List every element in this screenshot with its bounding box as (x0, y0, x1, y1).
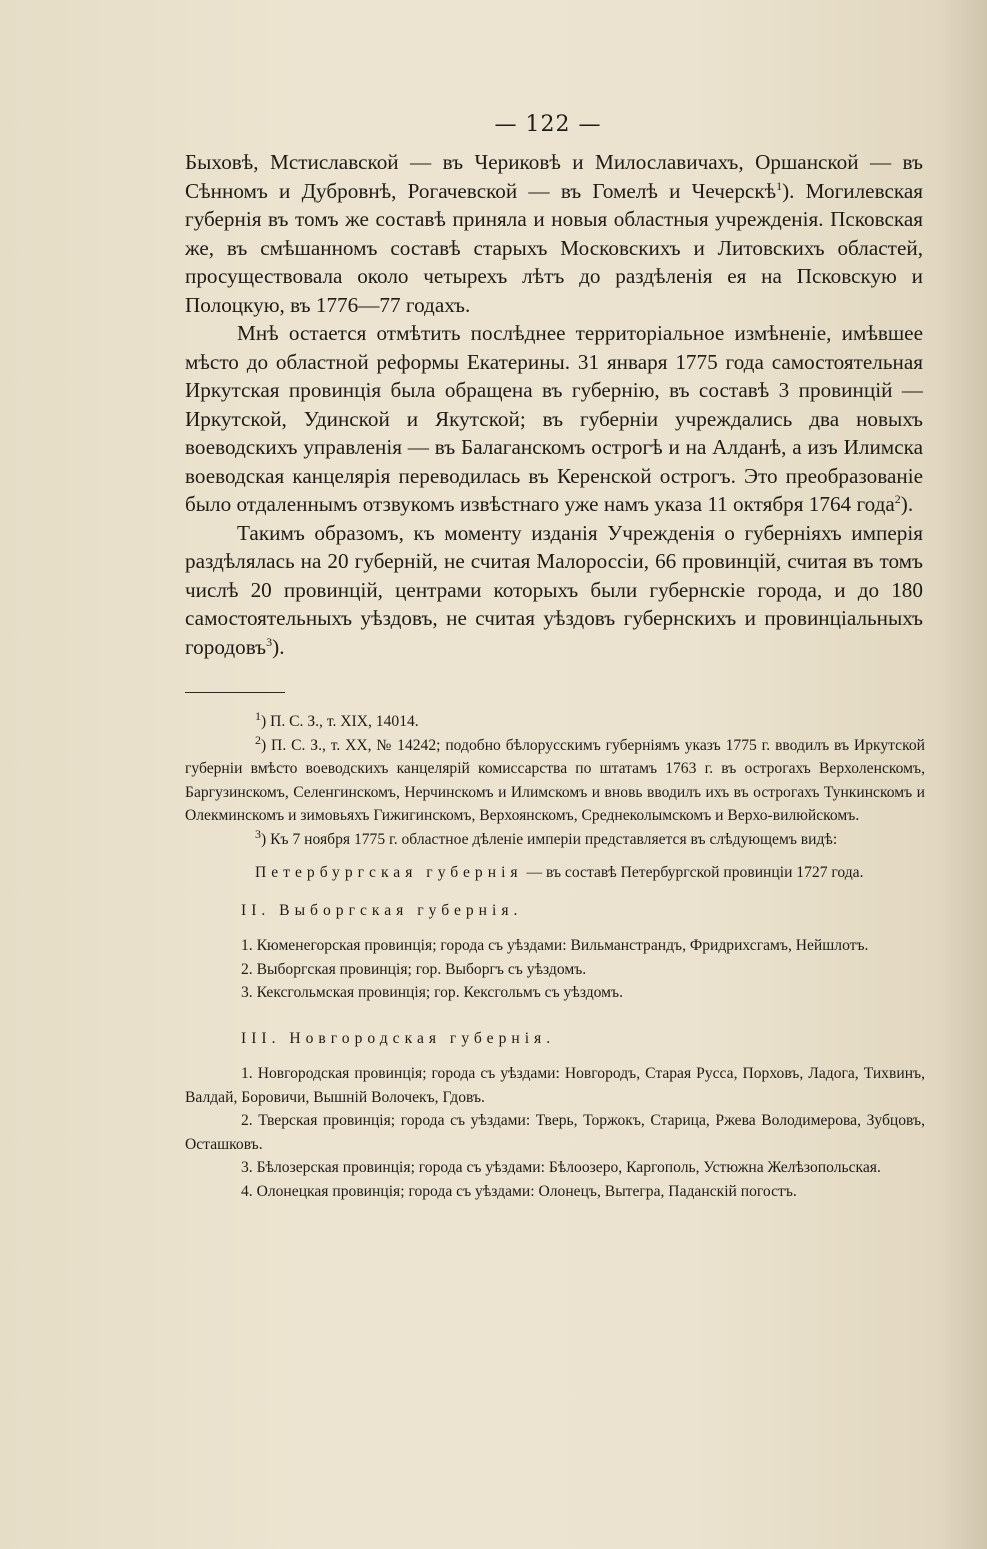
paragraph-3-tail: ). (272, 634, 285, 659)
footnote-3-text: ) Къ 7 ноября 1775 г. областное дѣленіе имперіи представляется въ слѣдующемъ видѣ: (261, 830, 838, 848)
paragraph-2-tail: ). (900, 492, 914, 516)
petersburg-entry (185, 861, 925, 885)
footnote-2-text: ) П. С. З., т. XX, № 14242; подобно бѣлорусскимъ губерніямъ указъ 1775 г. вводилъ въ Иркутской губерніи вмѣсто воеводскихъ канцелярій комиссарства по штатамъ 1763 г. въ острогахъ Верхоленскомъ, Баргузинскомъ, Селенгинскомъ, Нерчинскомъ и Илимскомъ и вновь вводилъ ихъ въ острогахъ Тункинскомъ и Олекминскомъ и зимовьяхъ Гижигинскомъ, Верхоянскомъ, Среднеколымскомъ и Верхо-вилюйскомъ. (185, 736, 925, 824)
page-number: — 122 — (494, 112, 602, 137)
list-item: 3. Бѣлозерская провинція; города съ уѣздами: Бѣлоозеро, Каргополь, Устюжна Желѣзопольская. (241, 1159, 881, 1176)
footnote-3 (185, 828, 925, 852)
list-item: 3. Кексгольмская провинція; гор. Кексгольмъ съ уѣздомъ. (241, 984, 623, 1001)
paragraph-3-text: Такимъ образомъ, къ моменту изданія Учрежденія о губерніяхъ имперія раздѣлялась на 20 губерній, не считая Малороссіи, 66 провинцій, считая въ томъ числѣ 20 провинцій, центрами которыхъ были губернскіе города, и до 180 самостоятельныхъ уѣздовъ, не считая уѣздовъ губернскихъ и провинціальныхъ городовъ (185, 520, 923, 659)
footnote-2-mark: 2 (255, 732, 261, 747)
main-text (185, 148, 923, 661)
paragraph-1 (185, 148, 923, 319)
novgorod-heading: III. Новгородская губернія. (241, 1029, 556, 1047)
spacer (185, 851, 925, 861)
list-item: 1. Кюменегорская провинція; города съ уѣздами: Вильманстрандъ, Фридрихсгамъ, Нейшлотъ. (241, 937, 869, 954)
list-item: 2. Тверская провинція; города съ уѣздами: Тверь, Торжокъ, Старица, Ржева Володимерова, Зубцовъ, Осташковъ. (185, 1112, 925, 1153)
footnote-ref-3[interactable]: 3 (266, 634, 273, 649)
list-item: 1. Новгородская провинція; города съ уѣздами: Новгородъ, Старая Русса, Порховъ, Ладога, Тихвинъ, Валдай, Боровичи, Вышній Волочекъ, Гдовъ. (185, 1065, 925, 1106)
list-item: 2. Выборгская провинція; гор. Выборгъ съ уѣздомъ. (241, 960, 587, 978)
footnote-1-mark: 1 (255, 708, 261, 723)
petersburg-title: Петербургская губернія (255, 864, 523, 881)
list-item: 4. Олонецкая провинція; города съ уѣздами: Олонецъ, Вытегра, Паданскій погостъ. (241, 1182, 797, 1200)
vyborg-heading: II. Выборгская губернія. (241, 901, 523, 919)
footnote-2 (185, 734, 925, 828)
footnote-3-mark: 3 (255, 826, 261, 841)
paragraph-2 (185, 319, 923, 519)
footnote-separator (185, 692, 285, 693)
footnote-1 (185, 710, 925, 734)
paragraph-1-text: Быховѣ, Мстиславской — въ Чериковѣ и Милославичахъ, Оршанской — въ Сѣнномъ и Дубровнѣ, Рогачевской — въ Гомелѣ и Чечерскѣ (185, 150, 923, 203)
footnote-ref-1[interactable]: 1 (776, 178, 783, 193)
footnotes (185, 710, 925, 1203)
footnote-1-text: ) П. С. З., т. XIX, 14014. (261, 713, 419, 730)
paragraph-1-tail: ). Могилевская губернія въ томъ же составѣ приняла и новыя областныя учрежденія. Псковская же, въ смѣшанномъ составѣ старыхъ Московскихъ и Литовскихъ областей, просуществовала около четырехъ лѣтъ до раздѣленія ея на Псковскую и Полоцкую, въ 1776—77 годахъ. (185, 178, 923, 317)
petersburg-text: — въ составѣ Петербургской провинціи 1727 года. (522, 864, 864, 881)
paragraph-3 (185, 519, 923, 662)
paragraph-2-text: Мнѣ остается отмѣтить послѣднее территоріальное измѣненіе, имѣвшее мѣсто до областной реформы Екатерины. 31 января 1775 года самостоятельная Иркутская провинція была обращена въ губернію, въ составѣ 3 провинцій — Иркутской, Удинской и Якутской; въ губерніи учреждались два новыхъ воеводскихъ управленія — въ Балаганскомъ острогѣ и на Алданѣ, а изъ Илимска воеводская канцелярія переводилась въ Керенской острогъ. Это преобразованіе было отдаленнымъ отзвукомъ извѣстнаго уже намъ указа 11 октября 1764 года (185, 321, 923, 516)
footnote-ref-2[interactable]: 2 (894, 491, 901, 506)
